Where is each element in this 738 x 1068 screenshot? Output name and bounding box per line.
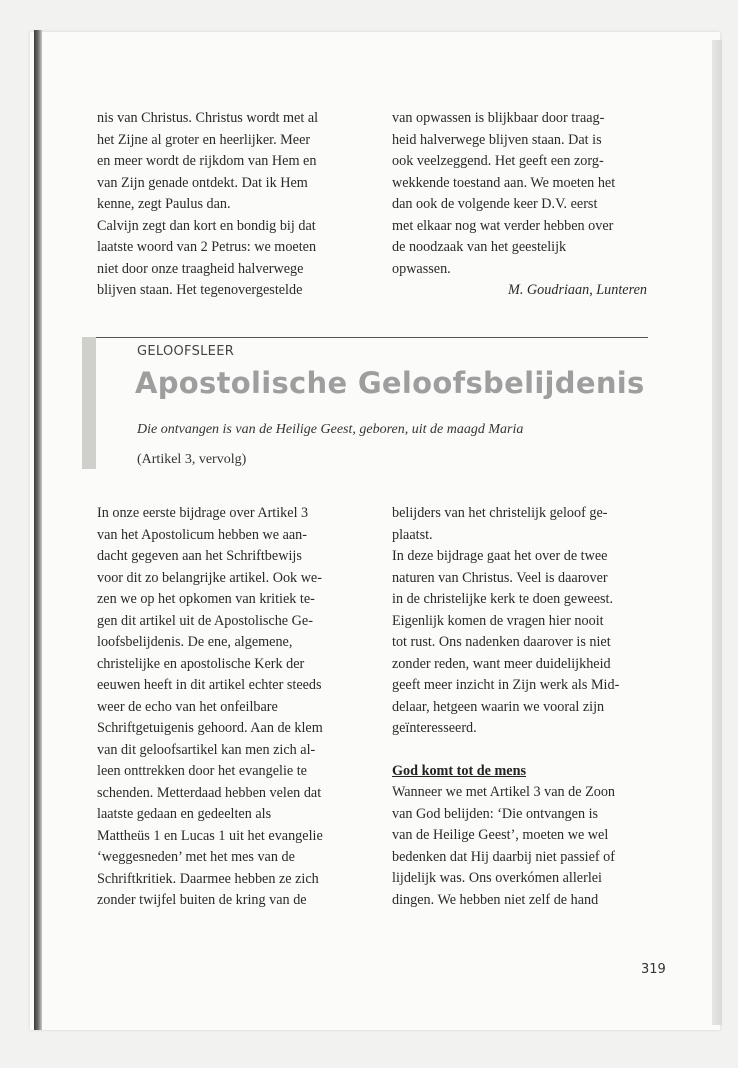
text-line: Calvijn zegt dan kort en bondig bij dat <box>97 217 316 234</box>
section-marker-bar <box>82 337 96 469</box>
text-line: nis van Christus. Christus wordt met al <box>97 110 319 126</box>
body-left-column <box>97 503 359 912</box>
text-line: loofsbelijdenis. De ene, algemene, <box>97 634 293 650</box>
text-line: voor dit zo belangrijke artikel. Ook we- <box>97 569 322 586</box>
text-line: van dit geloofsartikel kan men zich al- <box>97 741 316 758</box>
text-line: van het Apostolicum hebben we aan- <box>97 526 307 543</box>
text-line: Schriftgetuigenis gehoord. Aan de klem <box>97 720 323 736</box>
text-line: met elkaar nog wat verder hebben over <box>392 217 614 234</box>
text-line: christelijke en apostolische Kerk der <box>97 655 305 672</box>
section-label: GELOOFSLEER <box>137 344 235 359</box>
text-line: zonder twijfel buiten de kring van de <box>97 892 307 908</box>
text-line: ook veelzeggend. Het geeft een zorg- <box>392 153 604 169</box>
text-line: delaar, hetgeen waarin we vooral zijn <box>392 698 605 715</box>
text-line: de noodzaak van het geestelijk <box>392 239 567 255</box>
text-line: In deze bijdrage gaat het over de twee <box>392 548 608 564</box>
text-line: geeft meer inzicht in Zijn werk als Mid- <box>392 677 620 693</box>
text-line: plaatst. <box>392 526 433 543</box>
article-title: Apostolische Geloofsbelijdenis <box>135 366 645 400</box>
text-line: laatste woord van 2 Petrus: we moeten <box>97 239 317 255</box>
author-signature: M. Goudriaan, Lunteren <box>508 282 647 298</box>
article-subtitle: Die ontvangen is van de Heilige Geest, geboren, uit de maagd Maria <box>137 422 524 437</box>
text-line: tot rust. Ons nadenken daarover is niet <box>392 634 611 650</box>
page-edge <box>712 40 722 1025</box>
text-line: van opwassen is blijkbaar door traag- <box>392 110 605 126</box>
text-line: eeuwen heeft in dit artikel echter steeds <box>97 677 322 693</box>
text-line: dacht gegeven aan het Schriftbewijs <box>97 548 302 564</box>
text-line: Schriftkritiek. Daarmee hebben ze zich <box>97 870 319 887</box>
text-line: naturen van Christus. Veel is daarover <box>392 569 608 586</box>
text-line: dan ook de volgende keer D.V. eerst <box>392 196 598 212</box>
top-right-column <box>392 108 654 302</box>
text-line: Mattheüs 1 en Lucas 1 uit het evangelie <box>97 827 323 844</box>
text-line: heid halverwege blijven staan. Dat is <box>392 131 602 148</box>
text-line: gen dit artikel uit de Apostolische Ge- <box>97 612 313 629</box>
text-line: bedenken dat Hij daarbij niet passief of <box>392 848 615 865</box>
text-line: wekkende toestand aan. We moeten het <box>392 174 616 191</box>
page-number: 319 <box>641 962 666 977</box>
text-line: van God belijden: ‘Die ontvangen is <box>392 805 599 822</box>
text-line: schenden. Metterdaad hebben velen dat <box>97 784 322 801</box>
text-line: van de Heilige Geest’, moeten we wel <box>392 827 609 843</box>
text-line: leen onttrekken door het evangelie te <box>97 763 307 779</box>
article-reference: (Artikel 3, vervolg) <box>137 452 247 467</box>
text-line: niet door onze traagheid halverwege <box>97 260 304 277</box>
text-line: ‘weggesneden’ met het mes van de <box>97 849 295 865</box>
text-line: geïnteresseerd. <box>392 720 477 736</box>
text-line: opwassen. <box>392 260 451 277</box>
text-line: het Zijne al groter en heerlijker. Meer <box>97 131 311 148</box>
text-line: in de christelijke kerk te doen geweest. <box>392 591 614 607</box>
text-line: kenne, zegt Paulus dan. <box>97 196 231 212</box>
text-line: zen we op het opkomen van kritiek te- <box>97 591 315 607</box>
text-line: blijven staan. Het tegenovergestelde <box>97 282 303 298</box>
text-line: weer de echo van het onfeilbare <box>97 698 278 715</box>
text-line: lijdelijk was. Ons overkómen allerlei <box>392 870 602 886</box>
section-divider <box>96 337 648 338</box>
text-line: belijders van het christelijk geloof ge- <box>392 505 608 521</box>
body-right-column <box>392 503 654 911</box>
text-line: Wanneer we met Artikel 3 van de Zoon <box>392 784 616 800</box>
text-line: In onze eerste bijdrage over Artikel 3 <box>97 505 309 521</box>
binding-spine <box>34 30 42 1030</box>
text-line: Eigenlijk komen de vragen hier nooit <box>392 612 604 629</box>
top-left-column <box>97 108 359 302</box>
text-line: van Zijn genade ontdekt. Dat ik Hem <box>97 174 308 191</box>
text-line: en meer wordt de rijkdom van Hem en <box>97 153 317 169</box>
text-line: dingen. We hebben niet zelf de hand <box>392 891 599 908</box>
text-line: laatste gedaan en gedeelten als <box>97 806 272 822</box>
text-line: zonder reden, want meer duidelijkheid <box>392 655 611 672</box>
subheading: God komt tot de mens <box>392 762 526 779</box>
